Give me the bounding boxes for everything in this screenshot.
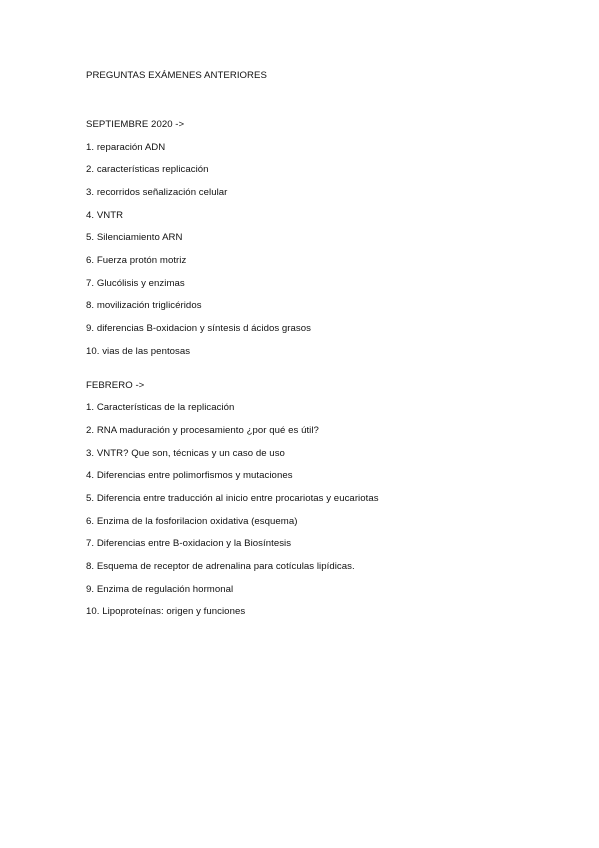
list-item: 4. VNTR <box>86 209 124 221</box>
section-febrero <box>86 380 566 619</box>
section-heading: FEBRERO -> <box>86 379 145 391</box>
list-item: 10. vias de las pentosas <box>86 345 191 357</box>
list-item: 4. Diferencias entre polimorfismos y mutaciones <box>86 470 293 482</box>
list-item: 1. Características de la replicación <box>86 402 235 414</box>
list-item: 7. Glucólisis y enzimas <box>86 277 185 289</box>
list-item: 6. Fuerza protón motriz <box>86 254 187 266</box>
list-item: 2. RNA maduración y procesamiento ¿por qué es útil? <box>86 424 319 436</box>
section-heading: SEPTIEMBRE 2020 -> <box>86 119 185 130</box>
document-content <box>86 70 566 629</box>
list-item: 3. VNTR? Que son, técnicas y un caso de uso <box>86 447 285 459</box>
list-item: 5. Silenciamiento ARN <box>86 232 183 244</box>
section-septiembre-2020 <box>86 119 566 358</box>
list-item: 8. Esquema de receptor de adrenalina para cotículas lipídicas. <box>86 561 355 572</box>
list-item: 1. reparación ADN <box>86 141 166 153</box>
list-item: 10. Lipoproteínas: origen y funciones <box>86 606 246 618</box>
list-item: 7. Diferencias entre B-oxidacion y la Biosíntesis <box>86 538 292 550</box>
list-item: 8. movilización triglicéridos <box>86 300 202 312</box>
list-item: 9. Enzima de regulación hormonal <box>86 583 234 595</box>
document-title: PREGUNTAS EXÁMENES ANTERIORES <box>86 70 267 81</box>
list-item: 6. Enzima de la fosforilacion oxidativa (esquema) <box>86 515 298 527</box>
list-item: 3. recorridos señalización celular <box>86 186 228 198</box>
list-item: 2. características replicación <box>86 164 209 176</box>
list-item: 9. diferencias B-oxidacion y síntesis d ácidos grasos <box>86 323 312 334</box>
list-item: 5. Diferencia entre traducción al inicio entre procariotas y eucariotas <box>86 492 379 504</box>
